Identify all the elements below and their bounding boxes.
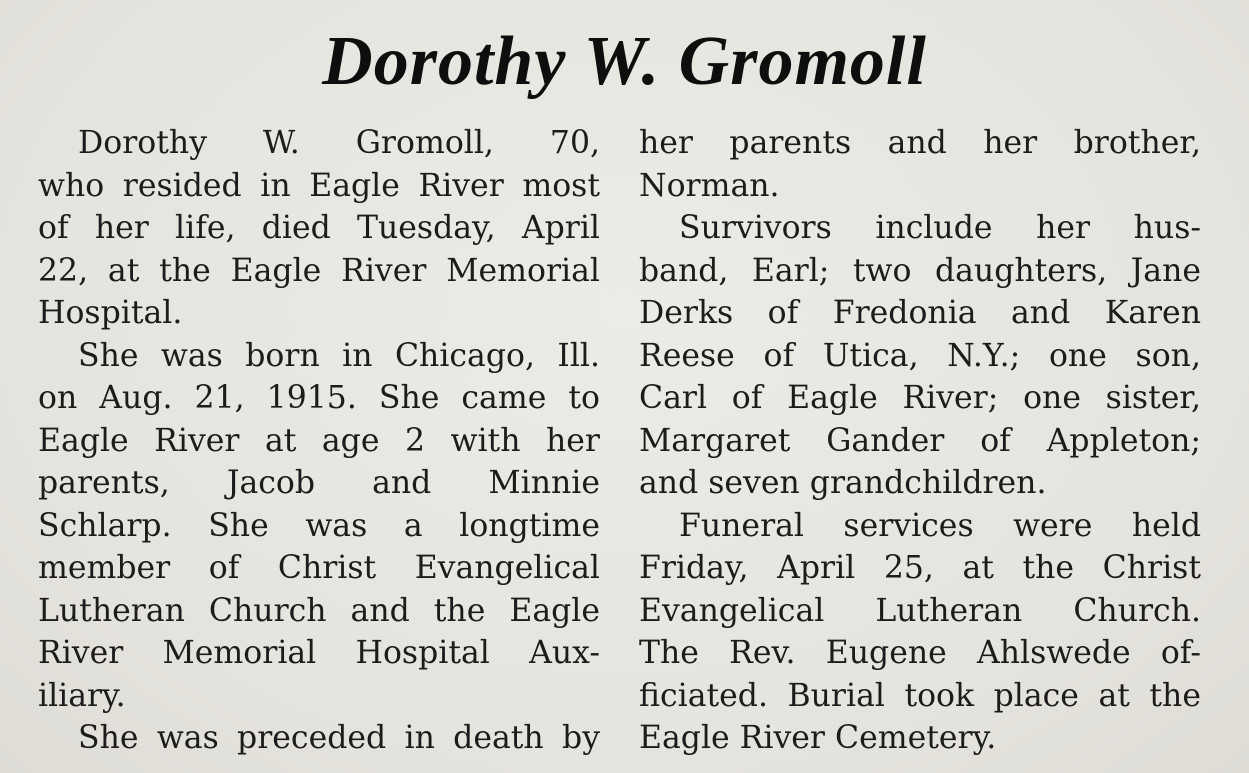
text-line: Eagle River at age 2 with her	[38, 422, 600, 459]
text-line: Derks of Fredonia and Karen	[639, 295, 1201, 331]
text-line: member of Christ Evangelical	[38, 550, 600, 586]
text-line: River Memorial Hospital Aux-	[38, 635, 600, 671]
text-line: and seven grandchildren.	[639, 465, 1047, 501]
text-line: Margaret Gander of Appleton;	[639, 422, 1201, 459]
text-line: band, Earl; two daughters, Jane	[639, 252, 1201, 289]
text-line: Funeral services were held	[679, 507, 1201, 544]
text-line: The Rev. Eugene Ahlswede of-	[639, 635, 1201, 671]
text-line: Schlarp. She was a longtime	[38, 507, 600, 544]
obituary-headline: Dorothy W. Gromoll	[322, 23, 927, 100]
obituary-right-column	[639, 122, 1201, 760]
text-line: parents, Jacob and Minnie	[38, 465, 600, 501]
text-line: Survivors include her hus-	[679, 210, 1201, 246]
text-line: Evangelical Lutheran Church.	[639, 592, 1201, 629]
text-line: Reese of Utica, N.Y.; one son,	[639, 337, 1201, 374]
text-line: of her life, died Tuesday, April	[38, 210, 600, 246]
text-line: Friday, April 25, at the Christ	[639, 550, 1201, 586]
text-line: iliary.	[38, 677, 126, 714]
text-line: Dorothy W. Gromoll, 70,	[78, 125, 600, 161]
text-line: 22, at the Eagle River Memorial	[38, 252, 600, 289]
text-line: She was preceded in death by	[78, 720, 600, 756]
text-line: She was born in Chicago, Ill.	[78, 337, 600, 374]
text-line: on Aug. 21, 1915. She came to	[38, 380, 600, 416]
text-line: Norman.	[639, 167, 780, 204]
text-line: Carl of Eagle River; one sister,	[639, 380, 1201, 416]
text-line: Eagle River Cemetery.	[639, 720, 997, 756]
obituary-left-column	[38, 122, 600, 760]
text-line: Lutheran Church and the Eagle	[38, 592, 600, 629]
text-line: who resided in Eagle River most	[38, 167, 600, 204]
text-line: her parents and her brother,	[639, 125, 1201, 161]
text-line: ficiated. Burial took place at the	[639, 677, 1201, 714]
text-line: Hospital.	[38, 295, 183, 331]
